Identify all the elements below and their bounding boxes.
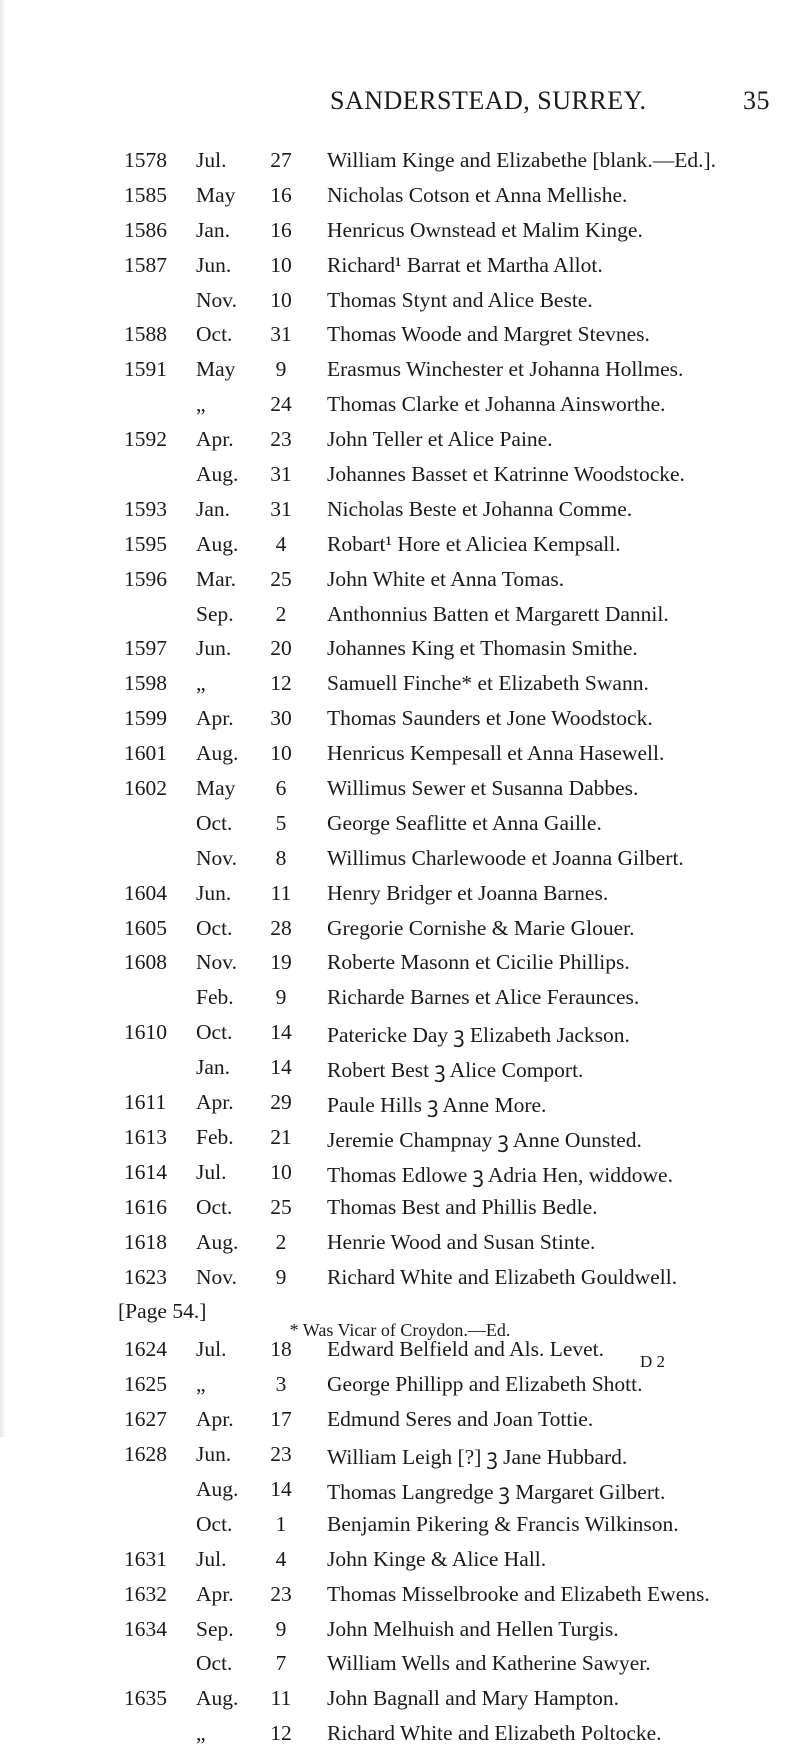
register-entry (0, 427, 800, 462)
entry-names: Thomas Edlowe ꝫ Adria Hen, widdowe. (327, 1162, 673, 1187)
entry-names: Paule Hills ꝫ Anne More. (327, 1093, 547, 1118)
entry-day: 3 (275, 1372, 287, 1397)
register-entry (0, 602, 800, 637)
entry-names: George Phillipp and Elizabeth Shott. (327, 1372, 643, 1397)
register-entry (0, 811, 800, 846)
register-entry (0, 532, 800, 567)
entry-year: 1608 (124, 950, 167, 975)
entry-year: 1588 (124, 322, 167, 347)
entry-names: Jeremie Champnay ꝫ Anne Ounsted. (327, 1127, 642, 1152)
register-entry (0, 1055, 800, 1090)
entry-day: 9 (275, 985, 287, 1010)
entry-names: Nicholas Cotson et Anna Mellishe. (327, 182, 628, 207)
entry-year: 1610 (124, 1020, 167, 1045)
entry-day: 25 (270, 1194, 292, 1219)
entry-month: Jun. (196, 880, 232, 905)
entry-month: Oct. (196, 1511, 233, 1536)
entry-day: 12 (270, 1721, 292, 1746)
entry-day: 27 (270, 148, 292, 172)
register-entry (0, 636, 800, 671)
entry-month: Oct. (196, 810, 233, 835)
entry-day: 10 (270, 252, 292, 277)
entry-day: 8 (275, 845, 287, 870)
entry-day: 18 (270, 1337, 292, 1362)
entry-year: 1604 (124, 880, 167, 905)
entry-names: Thomas Misselbrooke and Elizabeth Ewens. (327, 1581, 710, 1606)
register-entry (0, 1442, 800, 1477)
register-entry (0, 1160, 800, 1195)
entry-day: 14 (270, 1055, 292, 1080)
entry-month: Nov. (196, 950, 238, 975)
entry-day: 9 (275, 1264, 287, 1289)
entry-month: Jun. (196, 252, 232, 277)
entry-names: Erasmus Winchester et Johanna Hollmes. (327, 357, 684, 382)
entry-names: Richard White and Elizabeth Poltocke. (327, 1721, 662, 1746)
entry-names: Johannes King et Thomasin Smithe. (327, 636, 638, 661)
running-title: SANDERSTEAD, SURREY. (330, 86, 647, 115)
register-entry (0, 1372, 800, 1407)
entry-day: 24 (270, 392, 292, 417)
entry-names: Henricus Ownstead et Malim Kinge. (327, 217, 643, 242)
entry-day: 1 (275, 1511, 287, 1536)
register-entry (0, 1686, 800, 1721)
register-entry (0, 916, 800, 951)
entry-month: Aug. (196, 1476, 239, 1501)
entry-month: May (196, 776, 236, 801)
entry-month: Aug. (196, 462, 239, 487)
entry-year: 1578 (124, 148, 167, 172)
entry-day: 29 (270, 1090, 292, 1115)
entry-names: Samuell Finche* et Elizabeth Swann. (327, 671, 649, 696)
entry-names: John Melhuish and Hellen Turgis. (327, 1616, 619, 1641)
entry-day: 2 (275, 1229, 287, 1254)
entry-year: 1597 (124, 636, 167, 661)
entry-names: George Seaflitte et Anna Gaille. (327, 810, 602, 835)
entry-month: Apr. (196, 1090, 234, 1115)
register-entry (0, 288, 800, 323)
entry-names: Johannes Basset et Katrinne Woodstocke. (327, 462, 685, 487)
register-entry (0, 1721, 800, 1756)
entry-year: 1625 (124, 1372, 167, 1397)
entry-year: 1592 (124, 427, 167, 452)
entry-names: Willimus Charlewoode et Joanna Gilbert. (327, 845, 684, 870)
entry-day: 2 (275, 601, 287, 626)
entry-day: 9 (275, 1616, 287, 1641)
entry-year: 1602 (124, 776, 167, 801)
entry-names: Willimus Sewer et Susanna Dabbes. (327, 776, 639, 801)
register-entry (0, 183, 800, 218)
page-number: 35 (743, 86, 770, 115)
entry-year: 1598 (124, 671, 167, 696)
entry-day: 28 (270, 915, 292, 940)
entry-names: John Teller et Alice Paine. (327, 427, 553, 452)
entry-month: Nov. (196, 1264, 238, 1289)
entry-names: John Bagnall and Mary Hampton. (327, 1686, 619, 1711)
entry-year: 1596 (124, 566, 167, 591)
entry-day: 21 (270, 1124, 292, 1149)
entry-day: 20 (270, 636, 292, 661)
entry-month: Jan. (196, 496, 231, 521)
entry-day: 4 (275, 531, 287, 556)
register-entry (0, 1617, 800, 1652)
entry-month: „ (196, 671, 206, 696)
entry-day: 10 (270, 287, 292, 312)
entry-names: Gregorie Cornishe & Marie Glouer. (327, 915, 635, 940)
entry-names: Thomas Woode and Margret Stevnes. (327, 322, 650, 347)
register-entry (0, 671, 800, 706)
entry-month: May (196, 357, 236, 382)
entry-day: 31 (270, 462, 292, 487)
entry-year: 1595 (124, 531, 167, 556)
entry-day: 11 (270, 1686, 292, 1711)
entry-names: John Kinge & Alice Hall. (327, 1546, 547, 1571)
entry-month: Jan. (196, 217, 231, 242)
entry-year: 1632 (124, 1581, 167, 1606)
register-entry (0, 1477, 800, 1512)
entry-month: Aug. (196, 1686, 239, 1711)
entry-month: Oct. (196, 322, 233, 347)
register-entry (0, 1337, 800, 1372)
entry-year: 1613 (124, 1124, 167, 1149)
entry-names: Patericke Day ꝫ Elizabeth Jackson. (327, 1023, 630, 1048)
entry-year: 1587 (124, 252, 167, 277)
entry-month: Feb. (196, 1124, 234, 1149)
entry-names: Anthonnius Batten et Margarett Dannil. (327, 601, 669, 626)
register-entry (0, 322, 800, 357)
entry-day: 23 (270, 427, 292, 452)
entry-year: 1631 (124, 1546, 167, 1571)
entry-year: 1599 (124, 706, 167, 731)
register-entry (0, 950, 800, 985)
entry-day: 14 (270, 1020, 292, 1045)
entry-names: Benjamin Pikering & Francis Wilkinson. (327, 1511, 679, 1536)
entry-month: Oct. (196, 915, 233, 940)
entry-month: Apr. (196, 1407, 234, 1432)
entry-day: 14 (270, 1476, 292, 1501)
register-entry (0, 1265, 800, 1300)
entry-month: Feb. (196, 985, 234, 1010)
entry-year: 1601 (124, 741, 167, 766)
register-entry (0, 881, 800, 916)
entry-day: 5 (275, 810, 287, 835)
entry-day: 31 (270, 496, 292, 521)
footnote: * Was Vicar of Croydon.—Ed. (289, 1320, 511, 1340)
entry-month: Jul. (196, 1159, 227, 1184)
register-entry (0, 846, 800, 881)
entry-month: „ (196, 392, 206, 417)
register-entry (0, 392, 800, 427)
entry-year: 1618 (124, 1229, 167, 1254)
register-entry (0, 1020, 800, 1055)
register-entry (0, 1230, 800, 1265)
register-entry (0, 1547, 800, 1582)
entry-year: 1627 (124, 1407, 167, 1432)
entry-names: Robart¹ Hore et Aliciea Kempsall. (327, 531, 621, 556)
entry-day: 31 (270, 322, 292, 347)
entry-month: Sep. (196, 1616, 234, 1641)
entry-names: Henrie Wood and Susan Stinte. (327, 1229, 596, 1254)
entry-month: Apr. (196, 427, 234, 452)
entry-month: Nov. (196, 287, 238, 312)
entry-month: Jul. (196, 1337, 227, 1362)
entry-month: Oct. (196, 1194, 233, 1219)
page-header (330, 86, 770, 126)
marriage-register (0, 148, 800, 1756)
register-entry (0, 985, 800, 1020)
entry-year: 1616 (124, 1194, 167, 1219)
entry-day: 17 (270, 1407, 292, 1432)
entry-names: William Kinge and Elizabethe [blank.—Ed.]. (327, 148, 716, 172)
entry-year: 1605 (124, 915, 167, 940)
entry-month: Aug. (196, 531, 239, 556)
entry-month: Oct. (196, 1020, 233, 1045)
entry-names: Henricus Kempesall et Anna Hasewell. (327, 741, 665, 766)
register-entry (0, 1195, 800, 1230)
entry-names: William Leigh [?] ꝫ Jane Hubbard. (327, 1445, 628, 1470)
register-entry (0, 497, 800, 532)
entry-month: Oct. (196, 1651, 233, 1676)
register-entry (0, 741, 800, 776)
entry-month: Jul. (196, 1546, 227, 1571)
entry-day: 19 (270, 950, 292, 975)
entry-year: 1585 (124, 182, 167, 207)
entry-month: Nov. (196, 845, 238, 870)
entry-day: 25 (270, 566, 292, 591)
entry-names: John White et Anna Tomas. (327, 566, 565, 591)
register-entry (0, 1125, 800, 1160)
entry-month: Apr. (196, 706, 234, 731)
entry-year: 1624 (124, 1337, 167, 1362)
register-entry (0, 567, 800, 602)
register-entry (0, 462, 800, 497)
entry-day: 4 (275, 1546, 287, 1571)
entry-month: Jul. (196, 148, 227, 172)
register-entry (0, 706, 800, 741)
entry-day: 10 (270, 1159, 292, 1184)
entry-names: Richarde Barnes et Alice Feraunces. (327, 985, 640, 1010)
entry-day: 6 (275, 776, 287, 801)
entry-names: Nicholas Beste et Johanna Comme. (327, 496, 633, 521)
entry-names: Robert Best ꝫ Alice Comport. (327, 1058, 584, 1083)
entry-year: 1623 (124, 1264, 167, 1289)
entry-month: Jun. (196, 1442, 232, 1467)
entry-month: Jun. (196, 636, 232, 661)
entry-month: Aug. (196, 741, 239, 766)
entry-month: Aug. (196, 1229, 239, 1254)
entry-year: 1593 (124, 496, 167, 521)
entry-month: Mar. (196, 566, 237, 591)
entry-year: 1611 (124, 1090, 167, 1115)
register-entry (0, 1090, 800, 1125)
register-entry (0, 1582, 800, 1617)
entry-names: Thomas Stynt and Alice Beste. (327, 287, 593, 312)
register-entry (0, 218, 800, 253)
entry-day: 11 (270, 880, 292, 905)
entry-day: 16 (270, 217, 292, 242)
entry-day: 7 (275, 1651, 287, 1676)
entry-names: Richard White and Elizabeth Gouldwell. (327, 1264, 678, 1289)
signature-mark: D 2 (640, 1352, 666, 1371)
entry-year: 1634 (124, 1616, 167, 1641)
page-marker: [Page 54.] (118, 1299, 207, 1324)
entry-names: Edmund Seres and Joan Tottie. (327, 1407, 594, 1432)
entry-names: Thomas Langredge ꝫ Margaret Gilbert. (327, 1479, 666, 1504)
entry-month: „ (196, 1372, 206, 1397)
entry-month: Sep. (196, 601, 234, 626)
entry-names: Thomas Saunders et Jone Woodstock. (327, 706, 653, 731)
entry-month: „ (196, 1721, 206, 1746)
register-entry (0, 253, 800, 288)
entry-year: 1628 (124, 1442, 167, 1467)
entry-day: 10 (270, 741, 292, 766)
register-entry (0, 1651, 800, 1686)
register-entry (0, 148, 800, 183)
entry-year: 1635 (124, 1686, 167, 1711)
entry-names: Roberte Masonn et Cicilie Phillips. (327, 950, 630, 975)
entry-year: 1591 (124, 357, 167, 382)
entry-month: Apr. (196, 1581, 234, 1606)
register-entry (0, 1512, 800, 1547)
entry-names: Edward Belfield and Als. Levet. (327, 1337, 605, 1362)
entry-day: 9 (275, 357, 287, 382)
entry-year: 1586 (124, 217, 167, 242)
entry-day: 12 (270, 671, 292, 696)
entry-month: Jan. (196, 1055, 231, 1080)
register-entry (0, 357, 800, 392)
entry-names: William Wells and Katherine Sawyer. (327, 1651, 651, 1676)
entry-year: 1614 (124, 1159, 167, 1184)
entry-day: 23 (270, 1581, 292, 1606)
entry-names: Thomas Clarke et Johanna Ainsworthe. (327, 392, 666, 417)
register-entry (0, 776, 800, 811)
entry-day: 30 (270, 706, 292, 731)
entry-month: May (196, 182, 236, 207)
entry-day: 16 (270, 182, 292, 207)
entry-names: Henry Bridger et Joanna Barnes. (327, 880, 609, 905)
entry-names: Thomas Best and Phillis Bedle. (327, 1194, 598, 1219)
entry-day: 23 (270, 1442, 292, 1467)
entry-names: Richard¹ Barrat et Martha Allot. (327, 252, 603, 277)
